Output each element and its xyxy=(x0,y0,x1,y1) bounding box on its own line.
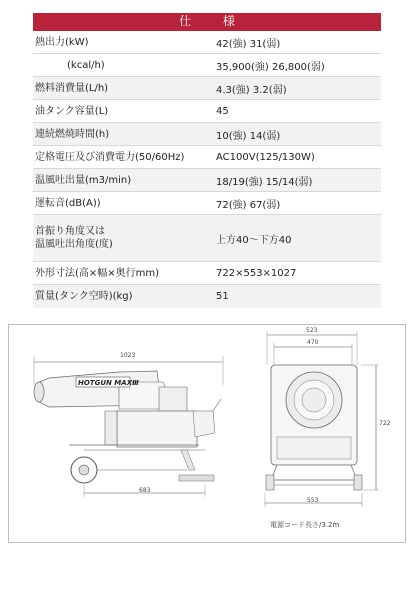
spec-row xyxy=(33,169,381,192)
spec-label: 油タンク容量(L) xyxy=(35,105,109,117)
spec-section xyxy=(33,13,381,308)
spec-value: 上方40〜下方40 xyxy=(216,234,292,246)
spec-label: 定格電圧及び消費電力(50/60Hz) xyxy=(35,151,185,163)
side-length-dimension: 1023 xyxy=(120,352,136,359)
spec-header: 仕 様 xyxy=(33,13,381,30)
spec-label: 燃料消費量(L/h) xyxy=(35,82,109,94)
spec-value: AC100V(125/130W) xyxy=(216,151,315,163)
dimension-drawing xyxy=(9,325,405,542)
front-bottom-width-dimension: 553 xyxy=(307,497,319,504)
power-cord-note: 電源コード長さ/3.2m xyxy=(270,521,340,529)
spec-row xyxy=(33,146,381,169)
side-wheelbase-dimension: 683 xyxy=(139,487,151,494)
spec-label: 質量(タンク空時)(kg) xyxy=(35,291,133,302)
spec-label: (kcal/h) xyxy=(67,59,105,71)
brand-logo-text: HOTGUN MAXⅢ xyxy=(78,379,139,387)
spec-value: 72(強) 67(弱) xyxy=(216,199,281,211)
spec-value: 4.3(強) 3.2(弱) xyxy=(216,84,287,96)
front-inner-width-dimension: 470 xyxy=(307,339,319,346)
spec-value: 722×553×1027 xyxy=(216,267,297,279)
side-view-heater xyxy=(34,371,221,483)
spec-label: 運転音(dB(A)) xyxy=(35,197,101,209)
spec-value: 45 xyxy=(216,105,229,117)
spec-row xyxy=(33,123,381,146)
spec-table xyxy=(33,30,381,308)
spec-row xyxy=(33,100,381,123)
spec-row xyxy=(33,215,381,262)
spec-value: 42(強) 31(弱) xyxy=(216,38,281,50)
spec-row xyxy=(33,31,381,54)
brand-logo xyxy=(76,377,139,387)
spec-row xyxy=(33,262,381,285)
spec-row xyxy=(33,77,381,100)
spec-value: 18/19(強) 15/14(弱) xyxy=(216,176,313,188)
spec-value: 51 xyxy=(216,291,229,302)
spec-row xyxy=(33,54,381,77)
front-view-heater xyxy=(265,331,379,507)
height-dimension: 722 xyxy=(379,420,391,427)
spec-row xyxy=(33,192,381,215)
spec-value: 10(強) 14(弱) xyxy=(216,130,281,142)
spec-label: 温風吐出量(m3/min) xyxy=(35,174,132,186)
spec-label: 首振り角度又は 温風吐出角度(度) xyxy=(35,226,113,250)
front-top-width-dimension: 523 xyxy=(306,327,318,334)
dimension-diagram xyxy=(8,324,406,543)
spec-label: 熱出力(kW) xyxy=(35,36,89,48)
spec-label: 外形寸法(高×幅×奥行mm) xyxy=(35,267,160,279)
spec-label: 連続燃焼時間(h) xyxy=(35,128,110,140)
spec-value: 35,900(強) 26,800(弱) xyxy=(216,61,325,73)
spec-row xyxy=(33,285,381,308)
